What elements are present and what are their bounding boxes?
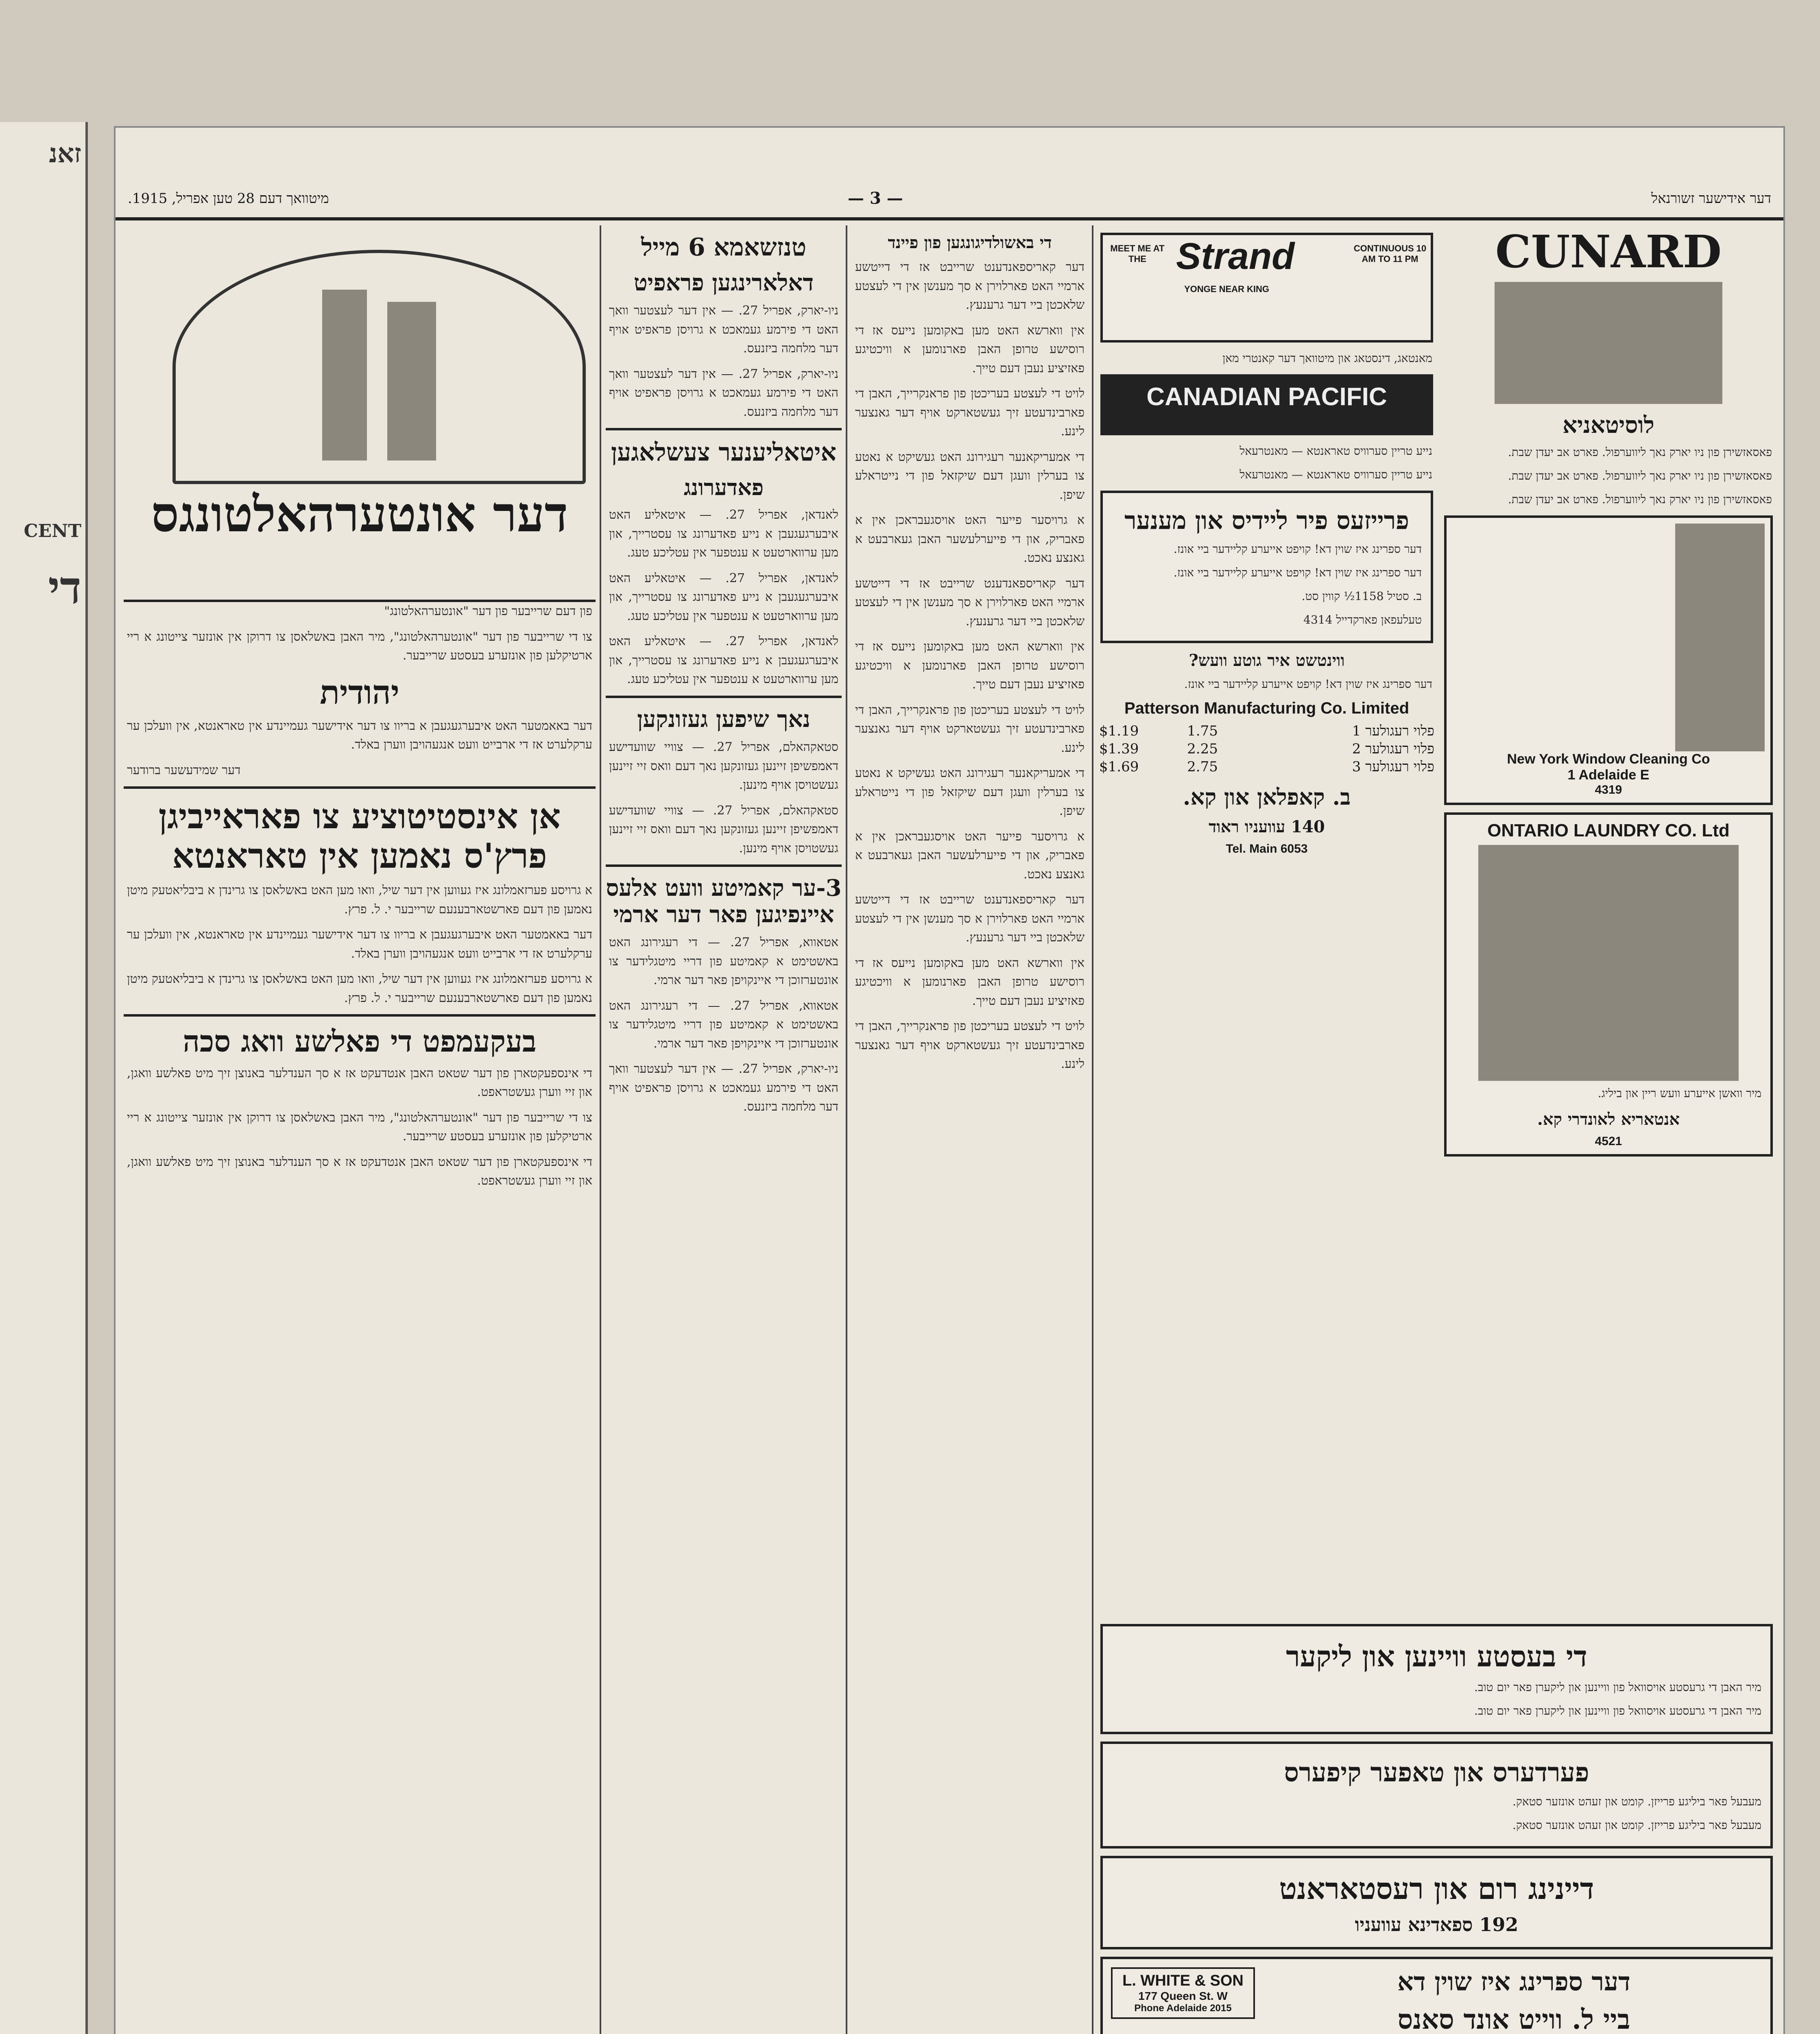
article-text: א גרויסער פייער האט אויסגעבראכן אין א פאבריק, און די פייערלעשער האבן געארבעט א גאנצע נאכט.	[855, 829, 1085, 882]
ad-address: 140 עוועניו ראוד	[1209, 817, 1325, 837]
ad-headline: ווינטשט איר גוטע וועש?	[1189, 651, 1345, 670]
adjacent-page-fragment	[0, 122, 88, 2034]
ad-text: מאנטאג, דינסטאג און מיטוואך דער קאנטרי מאן	[1222, 351, 1432, 365]
ad-phone: טעלעפאן פארקדייל 4314	[1303, 613, 1422, 626]
ad-phone: Phone Adelaide 2015	[1134, 2002, 1232, 2014]
ad-headline: לוסיטאניא	[1562, 412, 1654, 439]
article-text: אין ווארשא האט מען באקומען נייעס אז די רוסישע טרופן האבן פארנומען א וויכטיגע פאזיציע נעבן דעם טייך.	[855, 956, 1085, 1008]
ad-company: New York Window Cleaning Co	[1507, 751, 1710, 767]
table-row	[1099, 740, 1435, 757]
newspaper-page	[114, 126, 1785, 2034]
article-text: לאנדאן, אפריל 27. — איטאליע האט איבערגעגעבן א נייע פאדערונג צו עסטרייך, און מען ערווארטעט א ענטפער אין עטליכע טעג.	[609, 634, 838, 687]
article-text: א גרויסע פערזאמלונג איז געווען אין דער שיל, וואו מען האט באשלאסן צו גרינדן א ביבליאטעק מיטן נאמען פון דעם פארשטארבענעם שרייבער י. ל. פרץ.	[127, 972, 592, 1005]
ad-text: פאסאזשירן פון ניו יארק נאך ליווערפול. פארט אב יעדן שבת.	[1508, 469, 1772, 483]
article-text: ניו-יארק, אפריל 27. — אין דער לעצטער וואך האט די פירמע געמאכט א גרויסן פראפיט אויף דער מלחמה ביזנעס.	[609, 367, 839, 419]
ad-text: דער ספרינג איז שוין דא! קויפט אייערע קליידער ביי אונז.	[1174, 542, 1422, 556]
article-text: אטאווא, אפריל 27. — די רעגירונג האט באשטימט א קאמיטע פון דריי מיטגלידער צו אונטערזוכן די איינקויפן פאר דער ארמי.	[609, 998, 838, 1051]
paper-name: דער אידישער זשורנאל	[1651, 190, 1771, 207]
ad-text: מיר האבן די גרעסטע אויסוואל פון וויינען און ליקערן פאר יום טוב.	[1474, 1704, 1761, 1718]
fragment-text: זאנ	[49, 138, 81, 169]
column-rule	[846, 225, 847, 2034]
column-rule	[600, 225, 601, 2034]
article-text: ניו-יארק, אפריל 27. — אין דער לעצטער וואך האט די פירמע געמאכט א גרויסן פראפיט אויף דער מלחמה ביזנעס.	[609, 1062, 839, 1114]
column-rule	[1092, 225, 1093, 2034]
divider	[606, 864, 842, 867]
ad-headline: פערדערס און טאפער קיפערס	[1284, 1757, 1589, 1788]
furniture-ad	[1100, 1742, 1773, 1849]
price-label: 1 פלוי רעגולער	[1352, 723, 1434, 739]
signature: דער שמידעשער ברודער	[127, 763, 241, 777]
ad-text: דער ספרינג איז שוין דא! קויפט אייערע קליידער ביי אונז.	[1174, 566, 1422, 579]
headline: איטאליענער צעשלאגען	[611, 438, 837, 467]
headline: דאלארינגען פראפיט	[633, 269, 814, 296]
price-cell: 2.75	[1187, 759, 1218, 775]
page-header	[116, 185, 1783, 220]
figure-man-icon	[322, 290, 367, 460]
ad-text: פאסאזשירן פון ניו יארק נאך ליווערפול. פארט אב יעדן שבת.	[1508, 493, 1772, 506]
price-cell: $1.39	[1099, 741, 1139, 757]
article-text: די אינספעקטארן פון דער שטאט האבן אנטדעקט אז א סך הענדלער באנוצן זיך מיט פאלשע וואגן, און זיי ווערן געשטראפט.	[127, 1066, 592, 1100]
article-text: ניו-יארק, אפריל 27. — אין דער לעצטער וואך האט די פירמע געמאכט א גרויסן פראפיט אויף דער מלחמה ביזנעס.	[609, 303, 839, 356]
ad-text: דער ספרינג איז שוין דא! קויפט אייערע קליידער ביי אונז.	[1184, 677, 1432, 691]
article-text: א גרויסע פערזאמלונג איז געווען אין דער שיל, וואו מען האט באשלאסן צו גרינדן א ביבליאטעק מיטן נאמען פון דעם פארשטארבענעם שרייבער י. ל. פרץ.	[127, 883, 592, 917]
canadian-pacific-ad	[1100, 374, 1433, 435]
column-news-1	[606, 225, 842, 2034]
price-cell: 1.75	[1187, 723, 1218, 739]
article-text: די אמעריקאנער רעגירונג האט געשיקט א נאטע צו בערלין וועגן דעם שיקזאל פון די נייטראלע שיפן.	[855, 450, 1085, 502]
fragment-text: די	[48, 561, 81, 614]
window-cleaner-illustration	[1675, 524, 1765, 751]
article-text: צו די שרייבער פון דער "אונטערהאלטונג", מיר האבן באשלאסן צו דרוקן אין אונזער צייטונג א ריי ארטיקלען פון אונזערע בעסטע שרייבער.	[127, 629, 592, 663]
divider	[124, 786, 596, 789]
article-text: לויט די לעצטע בעריכטן פון פראנקרייך, האבן די פארבינדעטע זיך געשטארקט אויף דער גאנצער לינע.	[855, 703, 1085, 755]
ad-company: L. WHITE & SON	[1122, 1972, 1244, 1989]
article-text: די אינספעקטארן פון דער שטאט האבן אנטדעקט אז א סך הענדלער באנוצן זיך מיט פאלשע וואגן, און זיי ווערן געשטראפט.	[127, 1154, 592, 1188]
section-heading: יהודית	[320, 673, 399, 711]
price-label: 3 פלוי רעגולער	[1352, 759, 1434, 775]
strand-ad	[1100, 233, 1433, 343]
headline: די באשולדיגונגען פון פיינד	[888, 233, 1052, 252]
strand-logo: Strand	[1176, 236, 1295, 277]
ad-headline: די בעסטע וויינען און ליקער	[1286, 1639, 1587, 1673]
ad-text: מיר האבן די גרעסטע אויסוואל פון וויינען און ליקערן פאר יום טוב.	[1474, 1680, 1761, 1694]
cunard-logo: CUNARD	[1495, 225, 1722, 278]
price-cell: 2.25	[1187, 741, 1218, 757]
fragment-text: CENT	[24, 521, 81, 541]
price-table	[1098, 722, 1436, 776]
prize-ad	[1100, 491, 1433, 643]
couple-illustration	[1478, 845, 1739, 1081]
article-text: אין ווארשא האט מען באקומען נייעס אז די רוסישע טרופן האבן פארנומען א וויכטיגע פאזיציע נעבן דעם טייך.	[855, 639, 1085, 692]
ad-text: CONTINUOUS 10 AM TO 11 PM	[1353, 243, 1427, 264]
article-text: לויט די לעצטע בעריכטן פון פראנקרייך, האבן די פארבינדעטע זיך געשטארקט אויף דער גאנצער לינע.	[855, 386, 1085, 439]
wine-ad	[1100, 1624, 1773, 1734]
ad-phone: 4319	[1595, 783, 1622, 797]
column-ads-middle	[1098, 225, 1436, 1600]
cp-logo: CANADIAN PACIFIC	[1146, 383, 1387, 411]
article-text: דער קאריספאנדענט שרייבט אז די דייטשע ארמיי האט פארלוירן א סך מענשן אין די לעצטע שלאכטן ביי דער גרענעץ.	[855, 260, 1085, 312]
bottom-ads	[1098, 1617, 1775, 2034]
issue-date: מיטוואך דעם 28 טען אפריל, 1915.	[128, 190, 329, 207]
ad-company: אנטאריא לאונדרי קא.	[1537, 1110, 1680, 1129]
ad-text: מעבעל פאר ביליגע פרייזן. קומט און זעהט אונזער סטאק.	[1512, 1795, 1761, 1809]
ad-company: Patterson Manufacturing Co. Limited	[1124, 699, 1410, 717]
ad-text: פאסאזשירן פון ניו יארק נאך ליווערפול. פארט אב יעדן שבת.	[1508, 445, 1772, 459]
headline: בעקעמפט די פאלשע וואג סכה	[183, 1024, 537, 1059]
headline: טנזשאמא 6 מייל	[641, 233, 807, 262]
ad-company: ב. קאפלאן און קא.	[1183, 784, 1351, 810]
article-text: לאנדאן, אפריל 27. — איטאליע האט איבערגעגעבן א נייע פאדערונג צו עסטרייך, און מען ערווארטעט א ענטפער אין עטליכע טעג.	[609, 508, 838, 560]
article-text: דער קאריספאנדענט שרייבט אז די דייטשע ארמיי האט פארלוירן א סך מענשן אין די לעצטע שלאכטן ביי דער גרענעץ.	[855, 893, 1085, 945]
price-cell: $1.19	[1099, 723, 1139, 739]
ad-address: 192 ספאדינא עוועניו	[1355, 1913, 1519, 1936]
article-text: אטאווא, אפריל 27. — די רעגירונג האט באשטימט א קאמיטע פון דריי מיטגלידער צו אונטערזוכן די איינקויפן פאר דער ארמי.	[609, 935, 838, 988]
laundry-ad	[1444, 812, 1773, 1157]
ad-address: 1 Adelaide E	[1567, 767, 1650, 783]
restaurant-ad	[1100, 1856, 1773, 1949]
figure-woman-icon	[387, 302, 436, 460]
section-title: דער אונטערהאלטונגס	[151, 486, 568, 543]
ship-illustration	[1495, 282, 1722, 404]
window-cleaning-ad	[1444, 515, 1773, 805]
ad-text: מעבעל פאר ביליגע פרייזן. קומט און זעהט אונזער סטאק.	[1512, 1818, 1761, 1832]
headline: 3-ער קאמיטע וועט אלעס איינפיגען פאר דער ארמי	[606, 875, 842, 928]
ad-headline: ביי ל. ווייט אונד סאנס	[1397, 2003, 1630, 2034]
article-text: דער קאריספאנדענט שרייבט אז די דייטשע ארמיי האט פארלוירן א סך מענשן אין די לעצטע שלאכטן ביי דער גרענעץ.	[855, 576, 1085, 629]
white-logo-box	[1111, 1967, 1255, 2019]
white-ad-text	[1266, 1967, 1762, 2034]
couple-illustration	[172, 250, 586, 484]
article-text: סטאקהאלם, אפריל 27. — צוויי שוועדישע דאמפשיפן זיינען געזונקען נאך דעם וואס זיי זיינען געשטויסן אויף מינען.	[609, 803, 838, 856]
white-and-son-ad	[1100, 1957, 1773, 2034]
divider	[606, 428, 842, 430]
headline: אן אינסטיטוציע צו פאראייביגן פרץ'ס נאמען אין טאראנטא	[158, 796, 561, 876]
article-text: דער באאמטער האט איבערגעגעבן א בריוו צו דער אידישער געמיינדע אין טאראנטא, אין וועלכן ער ערקלערט אז די ארבייט וועט אנגעהויבן ווערן באלד.	[127, 718, 592, 752]
headline: פאדערונג	[683, 474, 764, 501]
ad-text: MEET ME AT THE	[1110, 243, 1165, 264]
page-number: — 3 —	[848, 189, 903, 208]
masthead-illustration	[124, 225, 596, 602]
article-text: די אמעריקאנער רעגירונג האט געשיקט א נאטע צו בערלין וועגן דעם שיקזאל פון די נייטראלע שיפן.	[855, 766, 1085, 818]
article-text: פון דעם שרייבער פון דער "אונטערהאלטונג"	[384, 604, 592, 618]
ad-phone: 4521	[1595, 1135, 1622, 1148]
headline: נאך שיפען געזונקען	[637, 705, 810, 733]
ad-text: YONGE NEAR KING	[1184, 284, 1270, 294]
ad-text: מיר וואשן אייערע וועש ריין און ביליג.	[1597, 1087, 1761, 1100]
column-news-2	[852, 225, 1088, 2034]
divider	[124, 1014, 596, 1017]
article-text: לאנדאן, אפריל 27. — איטאליע האט איבערגעגעבן א נייע פאדערונג צו עסטרייך, און מען ערווארטעט א ענטפער אין עטליכע טעג.	[609, 571, 838, 623]
table-row	[1099, 722, 1435, 740]
price-cell: $1.69	[1099, 759, 1139, 775]
article-text: צו די שרייבער פון דער "אונטערהאלטונג", מיר האבן באשלאסן צו דרוקן אין אונזער צייטונג א ריי ארטיקלען פון אונזערע בעסטע שרייבער.	[127, 1110, 592, 1144]
column-ads-right	[1442, 225, 1775, 1600]
ad-text: נייע טריין סערוויס טאראנטא — מאנטרעאל	[1240, 444, 1432, 458]
article-text: דער באאמטער האט איבערגעגעבן א בריוו צו דער אידישער געמיינדע אין טאראנטא, אין וועלכן ער ערקלערט אז די ארבייט וועט אנגעהויבן ווערן באלד.	[127, 928, 592, 961]
article-text: א גרויסער פייער האט אויסגעבראכן אין א פאבריק, און די פייערלעשער האבן געארבעט א גאנצע נאכט.	[855, 513, 1085, 565]
table-row	[1099, 758, 1435, 775]
ad-phone: Tel. Main 6053	[1226, 842, 1308, 856]
ad-company: ONTARIO LAUNDRY CO. Ltd	[1487, 821, 1730, 841]
divider	[606, 696, 842, 698]
article-text: סטאקהאלם, אפריל 27. — צוויי שוועדישע דאמפשיפן זיינען געזונקען נאך דעם וואס זיי זיינען געשטויסן אויף מינען.	[609, 740, 838, 792]
ad-text: נייע טריין סערוויס טאראנטא — מאנטרעאל	[1240, 468, 1432, 481]
ad-headline: פרייזעס פיר ליידיס און מענער	[1124, 506, 1409, 535]
article-text: אין ווארשא האט מען באקומען נייעס אז די רוסישע טרופן האבן פארנומען א וויכטיגע פאזיציע נעבן דעם טייך.	[855, 323, 1085, 375]
ad-headline: דער ספרינג איז שוין דא	[1397, 1966, 1630, 1997]
ad-headline: דיינינג רום און רעסטאראנט	[1279, 1871, 1594, 1906]
ad-text: ב. סטיל 1158½ קווין סט.	[1301, 589, 1422, 603]
article-text: לויט די לעצטע בעריכטן פון פראנקרייך, האבן די פארבינדעטע זיך געשטארקט אויף דער גאנצער לינע.	[855, 1019, 1085, 1071]
price-label: 2 פלוי רעגולער	[1352, 741, 1434, 757]
column-masthead	[124, 225, 596, 2034]
ad-address: 177 Queen St. W	[1138, 1989, 1228, 2002]
